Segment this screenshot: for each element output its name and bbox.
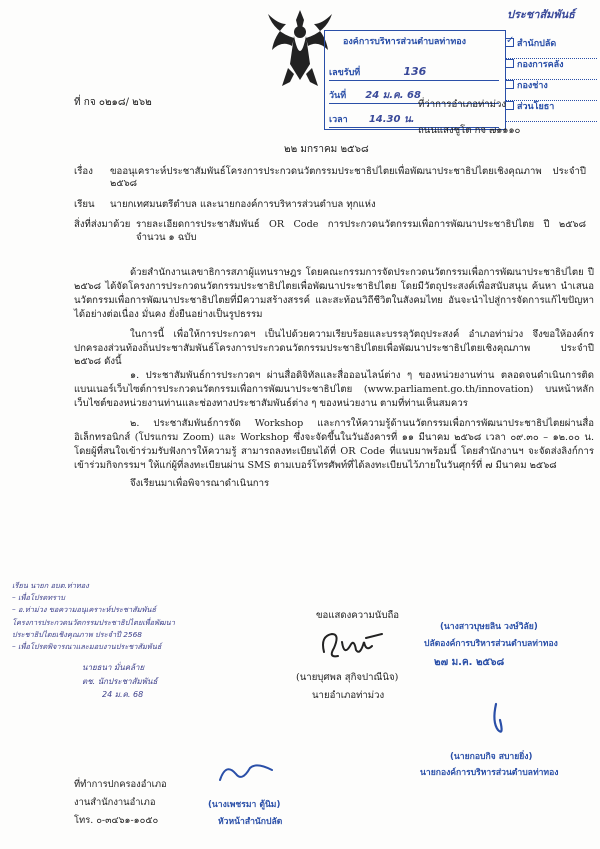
footer [74,776,167,830]
routing-option [505,80,597,101]
routing-handwritten-header: ประชาสัมพันธ์ [507,8,575,21]
salutation-text: นายกเทศมนตรีตำบล และนายกองค์การบริหารส่วนตำบล ทุกแห่ง [110,198,376,210]
receipt-stamp [324,30,506,130]
note-line: โครงการประกวดนวัตกรรมประชาธิปไตยเพื่อพัฒนา [12,617,175,627]
salutation-label: เรียน [74,198,95,210]
footer-phone: โทร. ๐-๓๔๖๑-๑๐๕๐ [74,814,159,826]
section-head-signature [216,758,276,788]
footer-dept-2: งานสำนักงานอำเภอ [74,796,156,808]
governor-name: (นายบุศพล สุกิจปาณีนิจ) [296,672,399,683]
note-line: – เพื่อโปรดพิจารณาและมอบงานประชาสัมพันธ์ [12,642,162,652]
deputy-name: (นางสาวบุษยลิน วงษ์วิลัย) [440,622,538,632]
routing-option-label: กองช่าง [517,81,548,91]
mayor-title: นายกองค์การบริหารส่วนตำบลท่าทอง [420,768,559,779]
mayor-signature [480,700,520,740]
closing-request: จึงเรียนมาเพื่อพิจารณาดำเนินการ [130,477,270,489]
footer-dept-1: ที่ทำการปกครองอำเภอ [74,779,167,790]
checkbox-icon [505,59,514,68]
note-signer-name: นายธนา มั่นคล้าย [82,663,145,673]
enclosure-text: รายละเอียดการประชาสัมพันธ์ OR Code การประกวดนวัตกรรมเพื่อการพัฒนาประชาธิปไตย ปี ๒๕๖๘ จำนวน ๑ ฉบับ [136,219,586,243]
routing-option-label: ส่วนโยธา [517,102,555,112]
routing-option-label: กองการคลัง [517,60,564,70]
routing-option-label: สำนักปลัด [517,39,557,49]
deputy-title: ปลัดองค์การบริหารส่วนตำบลท่าทอง [424,639,558,650]
routing-stamp [505,8,597,128]
routing-option [505,38,597,59]
mayor-name: (นายกอบกิจ สบายยิ่ง) [450,752,533,762]
sender-address-line-2: ถนนแสงชูโต กจ ๗๑๑๑๐ [418,125,521,136]
note-line: – อ.ท่าม่วง ขอความอนุเคราะห์ประชาสัมพันธ์ [12,605,156,615]
checked-box-icon [505,38,514,47]
body-paragraph-2: ในการนี้ เพื่อให้การประกวดฯ เป็นไปด้วยความเรียบร้อยและบรรลุวัตถุประสงค์ อำเภอท่าม่วง จึงขอให้องค์กรปกครองส่วนท้องถิ่นประชาสัมพันธ์โครงการประกวดนวัตกรรมประชาธิปไตยเพื่อพัฒนาประชาธิปไตยเชิงคุณภาพ ประจำปี ๒๕๖๘ ดังนี้ [74,328,594,368]
received-date-label: วันที่ [329,91,347,101]
body-item-2: ๒. ประชาสัมพันธ์การจัด Workshop และการให้ความรู้ด้านนวัตกรรมเพื่อการพัฒนาประชาธิปไตยผ่านสื่ออิเล็กทรอนิกส์ (โปรแกรม Zoom) และ Workshop ซึ่งจะจัดขึ้นในวันอังคารที่ ๑๑ มีนาคม ๒๕๖๘ เวลา ๐๙.๓๐ – ๑๒.๐๐ น. โดยผู้ที่สนใจเข้าร่วมรับฟังการให้ความรู้ สามารถลงทะเบียนได้ที่ OR Code ที่แนบมาพร้อมนี้ โดยสำนักงานฯ จะจัดส่งลิงก์การเข้าร่วมกิจกรรมฯ ให้แก่ผู้ที่ลงทะเบียนผ่าน SMS ตามเบอร์โทรศัพท์ที่ได้ลงทะเบียนไว้ภายในวันศุกร์ที่ ๗ มีนาคม ๒๕๖๘ [74,418,594,471]
governor-signature [318,628,388,664]
subject-text: ขออนุเคราะห์ประชาสัมพันธ์โครงการประกวดนวัตกรรมประชาธิปไตยเพื่อพัฒนาประชาธิปไตยเชิงคุณภาพ ประจำปี ๒๕๖๘ [110,166,586,190]
section-head-title: หัวหน้าสำนักปลัด [218,817,283,828]
deputy-date: ๒๗ ม.ค. ๒๕๖๘ [434,657,505,669]
subject-label: เรื่อง [74,166,93,177]
note-line: – เพื่อโปรดทราบ [12,593,65,603]
courtesy-closing: ขอแสดงความนับถือ [316,610,400,621]
section-head-name: (นางเพชรมา ตู้นิม) [208,800,281,810]
received-number-label: เลขรับที่ [329,68,361,78]
governor-title: นายอำเภอท่าม่วง [312,690,385,701]
body-item-1: ๑. ประชาสัมพันธ์การประกวดฯ ผ่านสื่อดิจิทัลและสื่อออนไลน์ต่าง ๆ ของหน่วยงานท่าน ตลอดจนดำเนินการติดแบนเนอร์เว็บไซต์การประกวดนวัตกรรมเพื่อการพัฒนาประชาธิปไตย (www.parliament.go.th/innovation) บนหน้าหลักเว็บไซต์ของหน่วยงานท่านและช่องทางประชาสัมพันธ์ต่าง ๆ ของหน่วยงาน ตามที่ท่านเห็นสมควร [74,370,594,410]
routing-option [505,101,597,122]
body-paragraph-1: ด้วยสำนักงานเลขาธิการสภาผู้แทนราษฎร โดยคณะกรรมการจัดประกวดนวัตกรรมเพื่อการพัฒนาประชาธิปไตย ปี ๒๕๖๘ ได้จัดโครงการประกวดนวัตกรรมประชาธิปไตยเพื่อพัฒนาประชาธิปไตย โดยมีวัตถุประสงค์เพื่อสนับสนุน ค้นหา นำเสนอนวัตกรรมเพื่อการพัฒนาประชาธิปไตยที่มีความสร้างสรรค์ และสะท้อนวิถีชีวิตในสังคมไทย อันจะนำไปสู่การจัดการแก้ไขปัญหาได้อย่างต่อเนื่อง มั่นคง ยั่งยืนอย่างเป็นรูปธรรม [74,267,594,320]
note-line: เรียน นายก อบต.ท่าทอง [12,581,89,590]
received-time-label: เวลา [329,115,348,125]
section-head-stamp [208,800,328,828]
document-number: ที่ กจ ๐๒๑๘/ ๒๖๒ [74,97,152,108]
note-date: 24 ม.ค. 68 [102,689,144,699]
mayor-stamp [420,752,598,779]
enclosure-label: สิ่งที่ส่งมาด้วย [74,219,131,231]
document-date: ๒๒ มกราคม ๒๕๖๘ [284,144,369,155]
received-date-value: 24 ม.ค. 68 [365,90,421,101]
received-number-value: 136 [403,65,427,78]
checkbox-icon [505,101,514,110]
letter-body [74,266,594,491]
sender-address-line-1: ที่ว่าการอำเภอท่าม่วง [418,99,507,110]
handwritten-note [12,580,282,701]
note-line: ประชาธิปไตยเชิงคุณภาพ ประจำปี 2568 [12,629,142,639]
routing-option [505,59,597,80]
received-time-value: 14.30 น. [368,114,415,125]
checkbox-icon [505,80,514,89]
deputy-stamp [424,622,600,669]
note-signer-title: ตช. นักประชาสัมพันธ์ [82,676,158,686]
receipt-stamp-org: องค์การบริหารส่วนตำบลท่าทอง [343,37,467,47]
